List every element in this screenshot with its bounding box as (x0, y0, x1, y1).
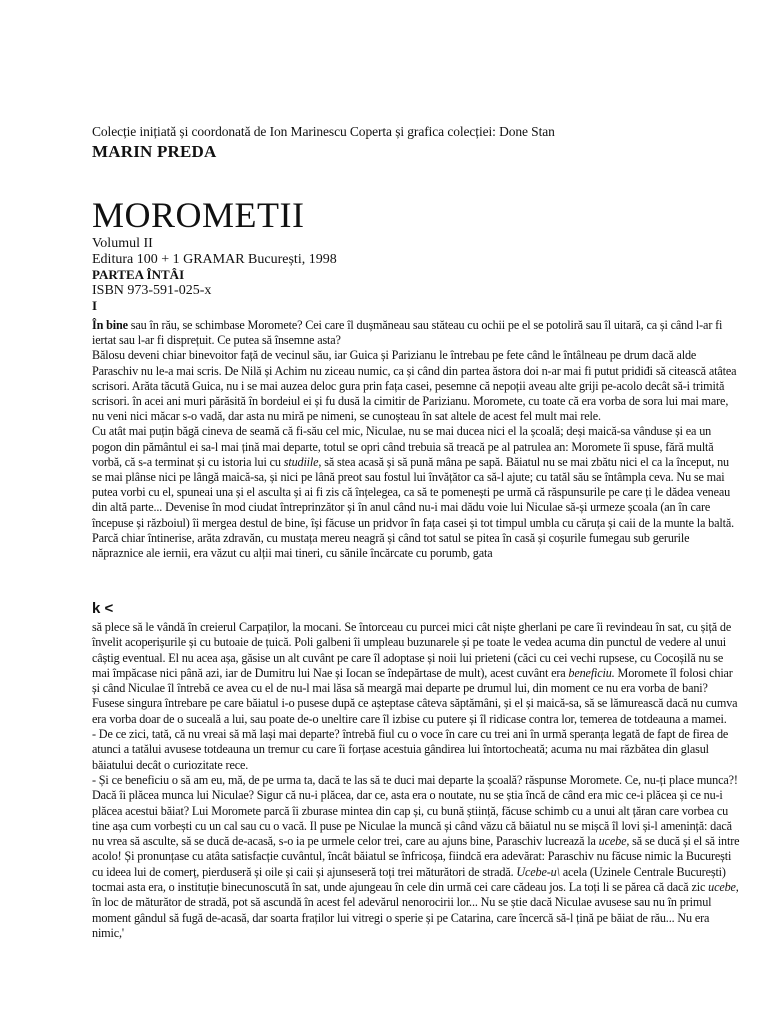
collection-credit-line: Colecție inițiată și coordonată de Ion Marinescu Coperta și grafica colecției: Done Stan (92, 124, 555, 139)
paragraph-4-text-a: să plece să le vândă în creierul Carpaților, la mocani. Se întorceau cu purcei mici cât niște gherlani pe care îi revindeau în sat, cu șiță de învelit acoperișurile și cu butoaie de țuică. Poli galbeni îi umpleau buzunarele și pe toate le vedea acuma din punctul de vedere al unui câștig eventual. El nu acea așa, găsise un alt cuvânt pe care îl adoptase și noii lui prieteni (căci cu cei vechi rupsese, cu Cocoșilă nu se mai împăcase nici până azi, iar de Dumitru lui Nae și Iocan se îndepărtase de mult), acest cuvânt era (92, 620, 732, 680)
italic-ucebe-1: ucebe, (598, 834, 630, 849)
paragraph-7-text-a: Dacă îi plăcea munca lui Niculae? Sigur că nu-i plăcea, dar ce, asta era o noutate, nu se știa încă de când era mic ce-i plăcea și ce nu-i plăcea acestui băiat? Lui Moromete parcă îi zburase mintea din cap și, cu bună știință, făcuse schimb cu a unui alt țăran care vorbea cu tine așa cum vorbești cu un cal sau cu o vacă. Il puse pe Niculae la muncă și când văzu că băiatul nu se mișcă îl lovi și-l amenință: dacă nu vrea să asculte, să se ducă de-acasă, s-o ia pe urmele celor trei, care au ajuns bine, Paraschiv lucrează la (92, 788, 732, 849)
paragraph-7-text-b: să se ducă și el să intre acolo! Și pronunțase cu atâta satisfacție cuvântul, încât băiatul se înfricoșa, fiindcă era adevărat: Paraschiv nu făcuse nimic la București cu ideea lui de comerț, pierduseră și oile și caii și ajunseseră toți trei măturători de stradă. (92, 834, 740, 879)
paragraph-5: - De ce zici, tată, că nu vreai să mă lași mai departe? întrebă fiul cu o voce în care cu trei ani în urmă speranța legată de fapt de firea de atunci a tatălui avusese totdeauna un tremur cu care îi forțase acestuia gândirea lui întortocheată; acuma nu mai răzbătea din glasul băiatului decât o curiozitate rece. (92, 727, 729, 772)
book-title: MOROMETII (92, 195, 305, 235)
paragraph-4-text-b: Moromete îl folosi chiar și când Niculae îl întrebă ce avea cu el de nu-l mai lăsa să meargă mai departe pe drumul lui, din moment ce nu era vorba de bani? Fusese singura întrebare pe care băiatul i-o pusese după ce așteptase câteva săptămâni, și el și maică-sa, să se lămurească dacă nu cumva era vorba doar de o suceală a lui, sau poate de-o uneltire care îl izbise cu putere și îl ridicase contra lor, temerea de totdeauna a mamei. (92, 665, 738, 726)
paragraph-1 (92, 318, 740, 348)
paragraph-7-text-c: acela (Uzinele Centrale București) tocmai asta era, o instituție binecunoscută în sat, unde ajungeau în cele din urmă cei care cădeau jos. La toți li se părea că dacă zic (92, 864, 726, 895)
italic-ucebe-2: Ucebe-u\ (516, 864, 560, 879)
lead-words: În bine (92, 318, 128, 332)
italic-beneficiu: beneficiu. (568, 665, 615, 680)
chapter-number: I (92, 298, 98, 313)
page-break-mark: k < (92, 600, 114, 617)
volume-label: Volumul II (92, 236, 153, 251)
paragraph-1-text: sau în rău, se schimbase Moromete? Cei care îl dușmăneau sau stăteau cu ochii pe el se potoliră sau îl uitară, ca și când l-ar fi iertat sau l-ar fi disprețuit. Ce putea să însemne asta? (92, 318, 723, 348)
paragraph-2: Bălosu deveni chiar binevoitor față de vecinul său, iar Guica și Parizianu le întrebau pe fete când le întâlneau pe drum dacă alde Paraschiv nu le-a mai scris. De Nilă și Achim nu ziceau numic, ca și când din partea ăstora doi n-ar mai fi putut pridiđi să citească atâtea scrisori. Arăta tăcută Guica, nu i se mai auzea deloc gura prin fața casei, pesemne că nepoții aveau alte griji pe-acolo decât să-i trimită scrisori. în acei ani muri părăsită în bordeiul ei și fu dusă la cimitir de Parizianu. Moromete, cu toate că era vorba de sora lui mai mare, nu veni nici măcar s-o vadă, dar asta nu miră pe nimeni, se cunoșteau în sat altele de acest fel mult mai rele. (92, 348, 737, 424)
text-block-first (92, 318, 740, 561)
paragraph-3-text-a: Cu atât mai puțin băgă cineva de seamă că fi-său cel mic, Niculae, nu se mai ducea nici el la școală; deși maică-sa vânduse și ea un pogon din pământul ei sa-l mai țină mai departe, totul se opri când trebuia să treacă pe al patrulea an: Moromete îi spuse, fără multă vorbă, că s-a terminat și cu istoria lui cu (92, 424, 714, 469)
paragraph-3 (92, 424, 740, 561)
italic-studiile: studiile, (283, 454, 322, 469)
italic-ucebe-3: ucebe, (708, 880, 739, 895)
paragraph-3-text-b: să stea acasă și să pună mâna pe sapă. Băiatul nu se mai zbătu nici el ca la început, nu se mai plânse nici pe lângă maică-sa, și nici pe lână preot sau fostul lui învățător ca să-l ajute; cu tatăl său se întâmpla ceva. Nu se mai putea vorbi cu el, spuneai una și el asculta și ai fi zis că înțelegea, ca să te pomenești pe urmă că răspunsurile pe care ți le dădea veneau din altă parte... Devenise în mod ciudat întreprinzător și în anul când nu-i mai dădu voie lui Niculae să-și urmeze școala (an în care începuse și războiul) îi mergea destul de bine, își făcuse un pridvor în fața casei și tot timpul umbla cu căruța și caii de la munte la baltă. Parcă chiar întinerise, arăta zdravăn, cu mustața mereu neagră și când tot satul se pitea în casă și coșurile fumegau sub gerurile năpraznice ale iernii, era văzut cu alții mai tineri, cu sănile încărcate cu porumb, gata (92, 454, 734, 561)
paragraph-4 (92, 620, 740, 727)
part-heading: PARTEA ÎNTÂI (92, 267, 185, 282)
paragraph-7-text-d: în loc de măturător de stradă, pot să ascundă în acest fel adevărul nenorocirii lor... Nu se știe dacă Niculae avusese sau nu în primul moment gândul să fugă de-acasă, dar soarta fraților lui vitregi o sperie și pe Catarina, care încercă să-l țină pe băiat de rău... Nu era nimic,' (92, 895, 712, 940)
book-metadata (92, 236, 337, 314)
author-name: MARIN PREDA (92, 142, 217, 161)
edition-line: Editura 100 + 1 GRAMAR București, 1998 (92, 251, 337, 267)
isbn-line: ISBN 973-591-025-x (92, 282, 212, 298)
paragraph-6: - Și ce beneficiu o să am eu, mă, de pe urma ta, dacă te las să te duci mai departe la școală? răspunse Moromete. Ce, nu-ți place munca?! (92, 772, 738, 787)
text-block-second (92, 620, 740, 941)
paragraph-7 (92, 788, 740, 941)
